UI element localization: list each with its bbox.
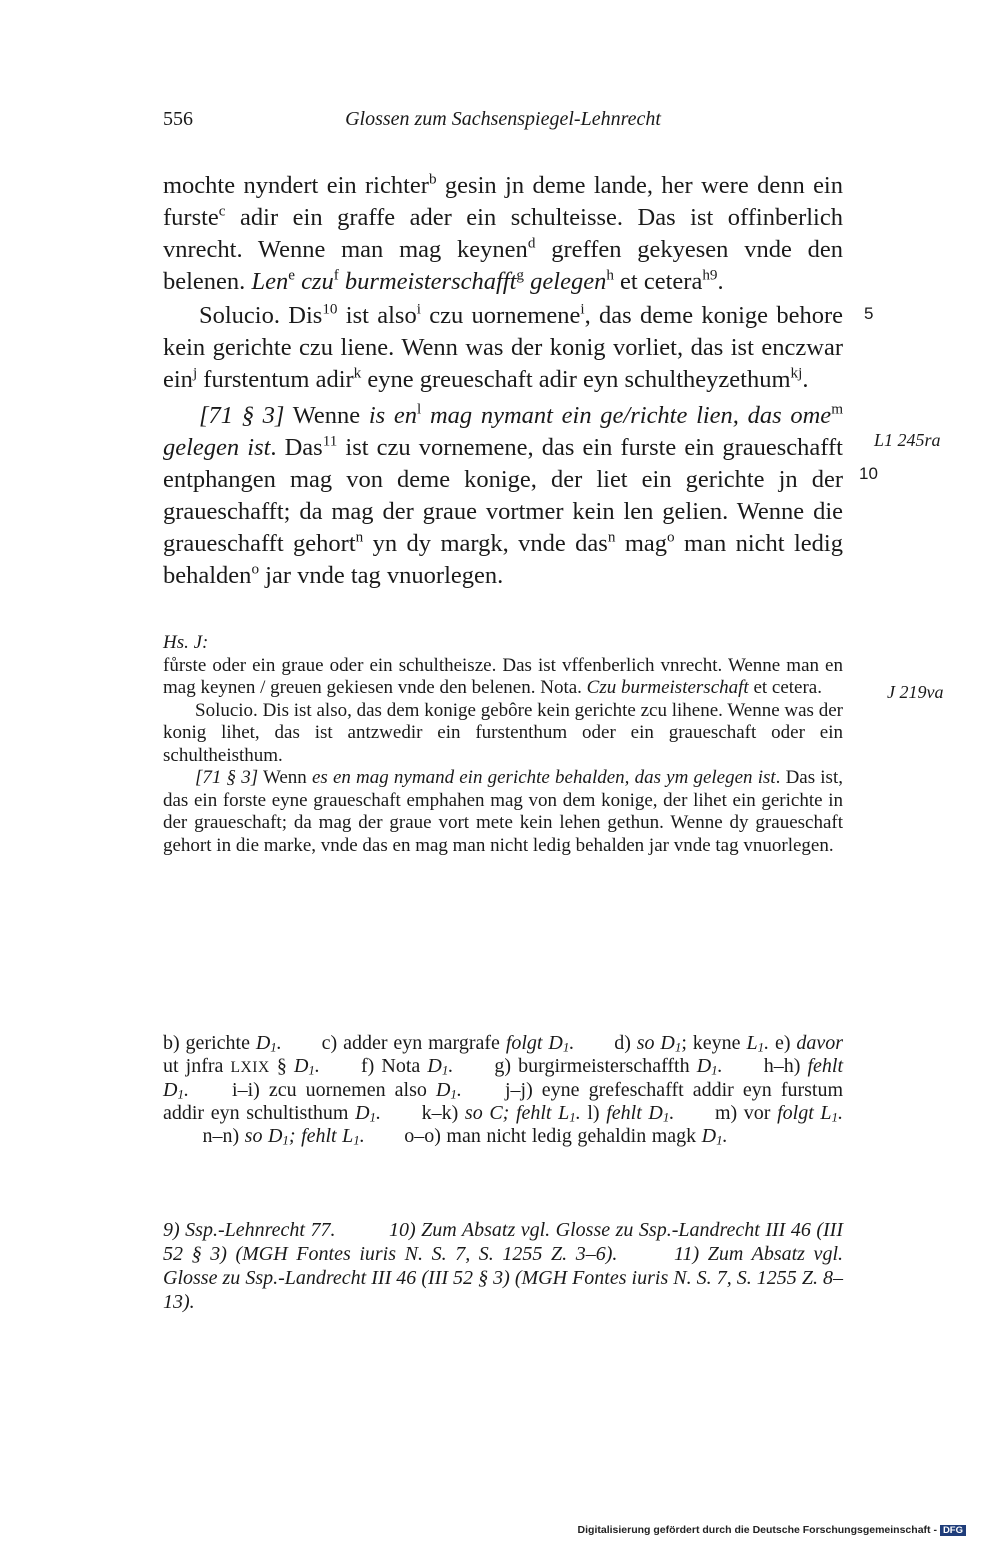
page-number: 556	[163, 108, 193, 130]
manuscript-label: Hs. J:	[163, 632, 209, 653]
variant-notes: b) gerichte $D_1$. c) adder eyn margrafe folgt $D_1$. d) so $D_1$; keyne $L_1$. e) davor ut jnfra LXIX § $D_1$. f) Nota $D_1$. g) burgirmeisterschaffth $D_1$. h–h) fehlt $D_1$. i–i) zcu uornemen also $D_1$. j–j) eyne grefeschafft addir eyn furstum addir eyn schultisthum $D_1$. k–k) so C; fehlt $L_1$. l) fehlt $D_1$. m) vor folgt $L_1$. n–n) so $D_1$; fehlt $L_1$. o–o) man nicht ledig gehaldin magk $D_1$.	[163, 1032, 844, 1148]
source-notes	[163, 1198, 843, 1334]
main-text	[163, 170, 843, 592]
digitization-credit	[578, 1524, 966, 1536]
dfg-logo: DFG	[940, 1525, 966, 1536]
margin-ref-j: J 219va	[887, 682, 944, 702]
line-number-10: 10	[859, 464, 878, 483]
running-title: Glossen zum Sachsenspiegel-Lehnrecht	[345, 108, 661, 130]
main-paragraph-3: [71 § 3] Wenne is $en^l$ mag nymant ein ge/richte lien, das ome$^m$ gelegen ist. Das$^{11}$ ist czu vornemene, das ein furste ein graueschafft entphangen mag von deme konige, der liet ein gerichte jn der graueschafft; da mag der graue vortmer kein len gelien. Wenne die graueschafft gehort$^n$ yn dy margk, vnde das$^n$ mag$^o$ man nicht ledig behalden$^o$ jar vnde tag vnuorlegen.	[163, 400, 844, 589]
main-paragraph-1: mochte nyndert ein richter$^b$ gesin jn deme lande, her were denn ein furste$^c$ adir ein graffe ader ein schulteisse. Das ist offinberlich vnrecht. Wenne man mag keynen$^d$ greffen gekyesen vnde den belenen. Len$^e$ czu$^f$ burmeisterschafft$^g$ gelegen$^h$ et cetera$^{h9}$.	[163, 170, 843, 295]
source-notes-text: 9) Ssp.-Lehnrecht 77. 10) Zum Absatz vgl. Glosse zu Ssp.-Landrecht III 46 (III 52 § 3) (MGH Fontes iuris N. S. 7, S. 1255 Z. 3–6). 11) Zum Absatz vgl. Glosse zu Ssp.-Landrecht III 46 (III 52 § 3) (MGH Fontes iuris N. S. 7, S. 1255 Z. 8–13).	[163, 1219, 843, 1313]
margin-ref-l1: L1 245ra	[874, 430, 941, 450]
hs-paragraph-2: Solucio. Dis ist also, das dem konige gebôre kein gerichte zcu lihene. Wenne was der konig lihet, das ist antzwedir ein furstenthum oder ein graueschaft oder ein schultheisthum.	[163, 699, 843, 766]
manuscript-j-text	[163, 632, 843, 857]
line-number-5: 5	[864, 304, 874, 323]
main-paragraph-2: Solucio. Dis$^{10}$ ist also$^i$ czu uornemene$^i$, das deme konige behore kein gerichte czu liene. Wenn was der konig vorliet, das ist enczwar ein$^j$ furstentum adir$^k$ eyne greueschaft adir eyn schultheyzethum$^{kj}$.	[163, 300, 843, 393]
variant-apparatus	[163, 1032, 843, 1148]
credit-text: Digitalisierung gefördert durch die Deutsche Forschungsgemeinschaft -	[577, 1524, 937, 1536]
hs-paragraph-1: fůrste oder ein graue oder ein schultheisze. Das ist vffenberlich vnrecht. Wenne man en mag keynen / greuen gekiesen vnde den belenen. Nota. Czu burmeisterschaft et cetera.	[163, 654, 843, 698]
running-header	[163, 108, 843, 142]
hs-paragraph-3: [71 § 3] Wenn es en mag nymand ein gerichte behalden, das ym gelegen ist. Das ist, das ein forste eyne graueschaft emphahen mag von dem konige, der lihet ein gerichte in der graueschaft; da mag der graue vort mete kein lehen gethun. Wenne dy graueschaft gehort in die marke, vnde das en mag man nicht ledig behalden jar vnde tag vnuorlegen.	[163, 767, 843, 856]
